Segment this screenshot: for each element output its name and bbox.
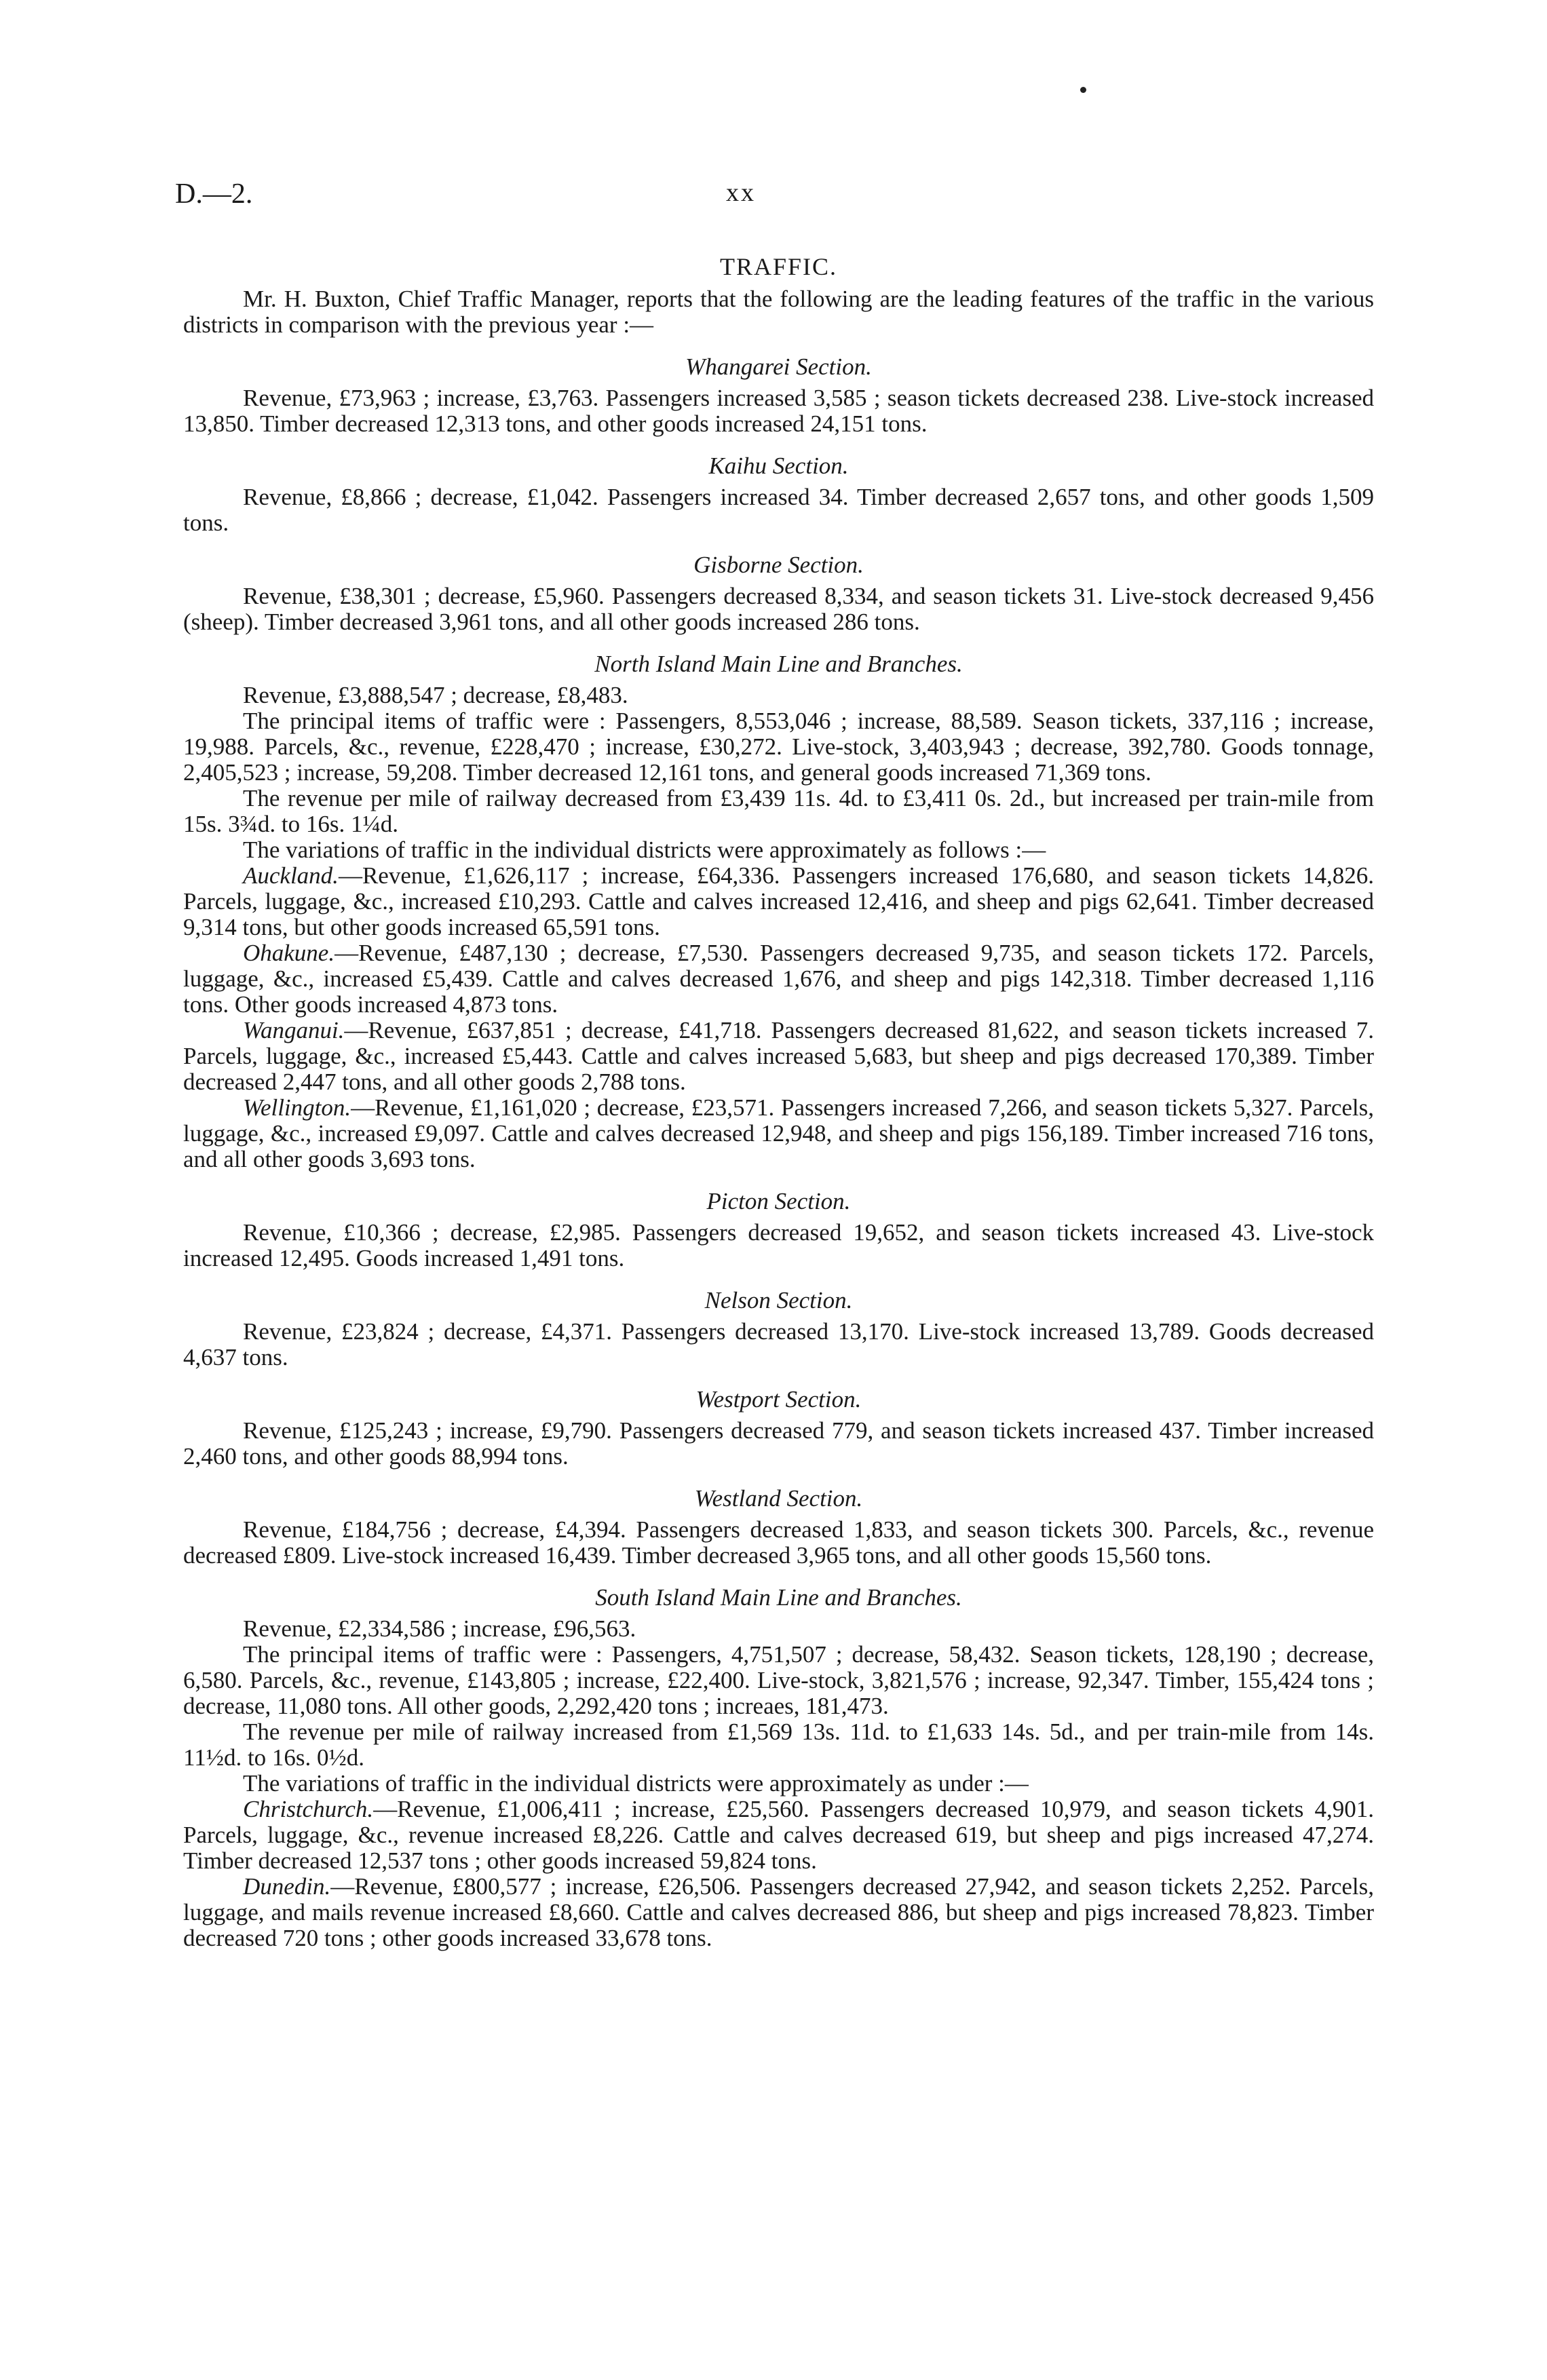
district-name: Christchurch. [243,1796,374,1822]
district-text: —Revenue, £637,851 ; decrease, £41,718. Passengers decreased 81,622, and season tickets increased 7. Parcels, luggage, &c., increased £5,443. Cattle and calves increased 5,683, but sheep and pigs decreased 170,389. Timber decreased 2,447 tons, and all other goods 2,788 tons. [183,1017,1374,1095]
district-name: Auckland. [243,862,339,889]
district-name: Wellington. [243,1094,351,1121]
section-paragraph: Revenue, £38,301 ; decrease, £5,960. Passengers decreased 8,334, and season tickets 31. Live-stock decreased 9,456 (sheep). Timber decreased 3,961 tons, and all other goods increased 286 tons. [183,583,1374,635]
district-paragraph-wellington [183,1095,1374,1172]
district-text: —Revenue, £1,626,117 ; increase, £64,336. Passengers increased 176,680, and season tickets 14,826. Parcels, luggage, &c., increased £10,293. Cattle and calves increased 12,416, and sheep and pigs 62,641. Timber decreased 9,314 tons, but other goods increased 65,591 tons. [183,862,1374,940]
district-paragraph-wanganui [183,1018,1374,1095]
district-paragraph-auckland [183,863,1374,940]
section-heading-south-island: South Island Main Line and Branches. [595,1584,962,1611]
section-paragraph: The revenue per mile of railway decreased from £3,439 11s. 4d. to £3,411 0s. 2d., but increased per train-mile from 15s. 3¾d. to 16s. 1¼d. [183,785,1374,837]
section-paragraph: The variations of traffic in the individual districts were approximately as follows :— [243,837,1046,863]
intro-paragraph: Mr. H. Buxton, Chief Traffic Manager, reports that the following are the leading features of the traffic in the various districts in comparison with the previous year :— [183,286,1374,338]
district-text: —Revenue, £487,130 ; decrease, £7,530. Passengers decreased 9,735, and season tickets 172. Parcels, luggage, &c., increased £5,439. Cattle and calves decreased 1,676, and sheep and pigs 142,318. Timber decreased 1,116 tons. Other goods increased 4,873 tons. [183,940,1374,1018]
ink-dot [1080,87,1086,93]
section-paragraph: Revenue, £184,756 ; decrease, £4,394. Passengers decreased 1,833, and season tickets 300. Parcels, &c., revenue decreased £809. Live-stock increased 16,439. Timber decreased 3,965 tons, and all other goods 15,560 tons. [183,1516,1374,1569]
section-heading-westport: Westport Section. [695,1386,862,1413]
section-paragraph: Revenue, £2,334,586 ; increase, £96,563. [243,1615,636,1642]
district-name: Dunedin. [243,1873,331,1900]
district-text: —Revenue, £800,577 ; increase, £26,506. Passengers decreased 27,942, and season tickets 2,252. Parcels, luggage, and mails revenue increased £8,660. Cattle and calves decreased 886, but sheep and pigs increased 78,823. Timber decreased 720 tons ; other goods increased 33,678 tons. [183,1873,1374,1951]
section-paragraph: The principal items of traffic were : Passengers, 4,751,507 ; decrease, 58,432. Season tickets, 128,190 ; decrease, 6,580. Parcels, &c., revenue, £143,805 ; increase, £22,400. Live-stock, 3,821,576 ; increase, 92,347. Timber, 155,424 tons ; decrease, 11,080 tons. All other goods, 2,292,420 tons ; increaes, 181,473. [183,1641,1374,1719]
section-heading-picton: Picton Section. [706,1188,851,1214]
section-paragraph: The variations of traffic in the individual districts were approximately as under :— [243,1770,1029,1797]
section-paragraph: Revenue, £125,243 ; increase, £9,790. Passengers decreased 779, and season tickets increased 437. Timber increased 2,460 tons, and other goods 88,994 tons. [183,1417,1374,1470]
district-name: Wanganui. [243,1017,345,1043]
section-heading-north-island: North Island Main Line and Branches. [594,651,963,677]
district-text: —Revenue, £1,161,020 ; decrease, £23,571. Passengers increased 7,266, and season tickets 5,327. Parcels, luggage, &c., increased £9,097. Cattle and calves decreased 12,948, and sheep and pigs 156,189. Timber increased 716 tons, and all other goods 3,693 tons. [183,1094,1374,1172]
district-paragraph-ohakune [183,940,1374,1018]
section-paragraph: Revenue, £23,824 ; decrease, £4,371. Passengers decreased 13,170. Live-stock increased 13,789. Goods decreased 4,637 tons. [183,1318,1374,1370]
section-heading-nelson: Nelson Section. [704,1287,853,1313]
page-title: TRAFFIC. [719,253,838,280]
district-paragraph-dunedin [183,1874,1374,1951]
section-heading-gisborne: Gisborne Section. [693,552,864,578]
section-paragraph: Revenue, £73,963 ; increase, £3,763. Passengers increased 3,585 ; season tickets decreased 238. Live-stock increased 13,850. Timber decreased 12,313 tons, and other goods increased 24,151 tons. [183,385,1374,437]
section-heading-whangarei: Whangarei Section. [685,353,872,380]
section-heading-westland: Westland Section. [694,1485,863,1512]
section-heading-kaihu: Kaihu Section. [708,453,849,479]
section-paragraph: The principal items of traffic were : Passengers, 8,553,046 ; increase, 88,589. Season tickets, 337,116 ; increase, 19,988. Parcels, &c., revenue, £228,470 ; increase, £30,272. Live-stock, 3,403,943 ; decrease, 392,780. Goods tonnage, 2,405,523 ; increase, 59,208. Timber decreased 12,161 tons, and general goods increased 71,369 tons. [183,708,1374,786]
section-paragraph: The revenue per mile of railway increased from £1,569 13s. 11d. to £1,633 14s. 5d., and per train-mile from 14s. 11½d. to 16s. 0½d. [183,1719,1374,1771]
district-paragraph-christchurch [183,1797,1374,1874]
page-number: xx [726,178,756,207]
section-paragraph: Revenue, £10,366 ; decrease, £2,985. Passengers decreased 19,652, and season tickets increased 43. Live-stock increased 12,495. Goods increased 1,491 tons. [183,1219,1374,1271]
district-text: —Revenue, £1,006,411 ; increase, £25,560. Passengers decreased 10,979, and season tickets 4,901. Parcels, luggage, &c., revenue increased £8,226. Cattle and calves decreased 619, but sheep and pigs increased 47,274. Timber decreased 12,537 tons ; other goods increased 59,824 tons. [183,1796,1374,1874]
document-reference: D.—2. [175,178,253,210]
section-paragraph: Revenue, £3,888,547 ; decrease, £8,483. [243,682,628,708]
district-name: Ohakune. [243,940,335,966]
text-column [183,251,1374,1951]
section-paragraph: Revenue, £8,866 ; decrease, £1,042. Passengers increased 34. Timber decreased 2,657 tons, and other goods 1,509 tons. [183,484,1374,536]
